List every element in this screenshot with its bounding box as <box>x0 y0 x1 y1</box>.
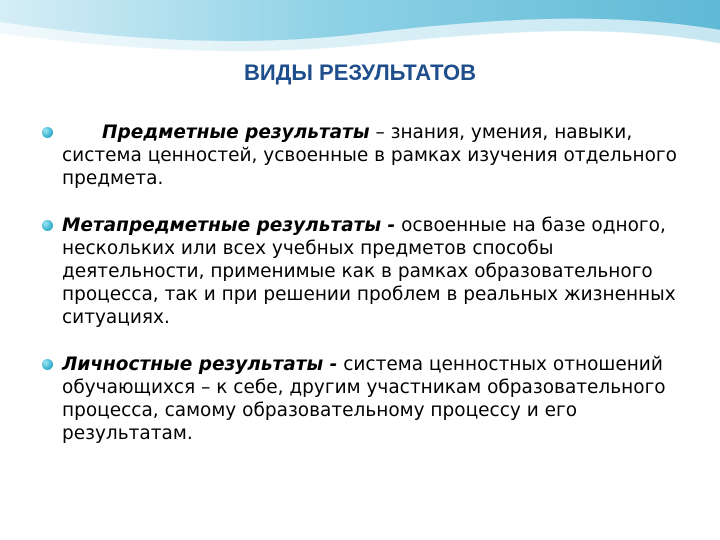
bullet-item-personal <box>40 353 690 445</box>
bullet-dot-icon <box>42 127 53 138</box>
bullet-term: Метапредметные результаты - <box>62 215 396 236</box>
slide-title: ВИДЫ РЕЗУЛЬТАТОВ <box>244 60 476 85</box>
bullet-term: Предметные результаты <box>102 122 370 143</box>
bullet-dot-icon <box>42 220 53 231</box>
bullet-text: система ценностных отношений обучающихся – к себе, другим участникам образовательного процесса, самому образовательному процессу и его результатам. <box>62 354 666 444</box>
bullet-text: – знания, умения, навыки, система ценностей, усвоенные в рамках изучения отдельного предмета. <box>62 122 677 189</box>
bullet-item-metasubject <box>40 214 690 329</box>
bullet-text: освоенные на базе одного, нескольких или всех учебных предметов способы деятельности, применимые как в рамках образовательного процесса, так и при решении проблем в реальных жизненных ситуациях. <box>62 215 676 328</box>
bullet-dot-icon <box>42 359 53 370</box>
bullet-list <box>40 121 690 469</box>
bullet-item-subject <box>40 121 690 190</box>
header-wave-decoration <box>0 0 720 58</box>
bullet-term: Личностные результаты - <box>62 354 338 375</box>
